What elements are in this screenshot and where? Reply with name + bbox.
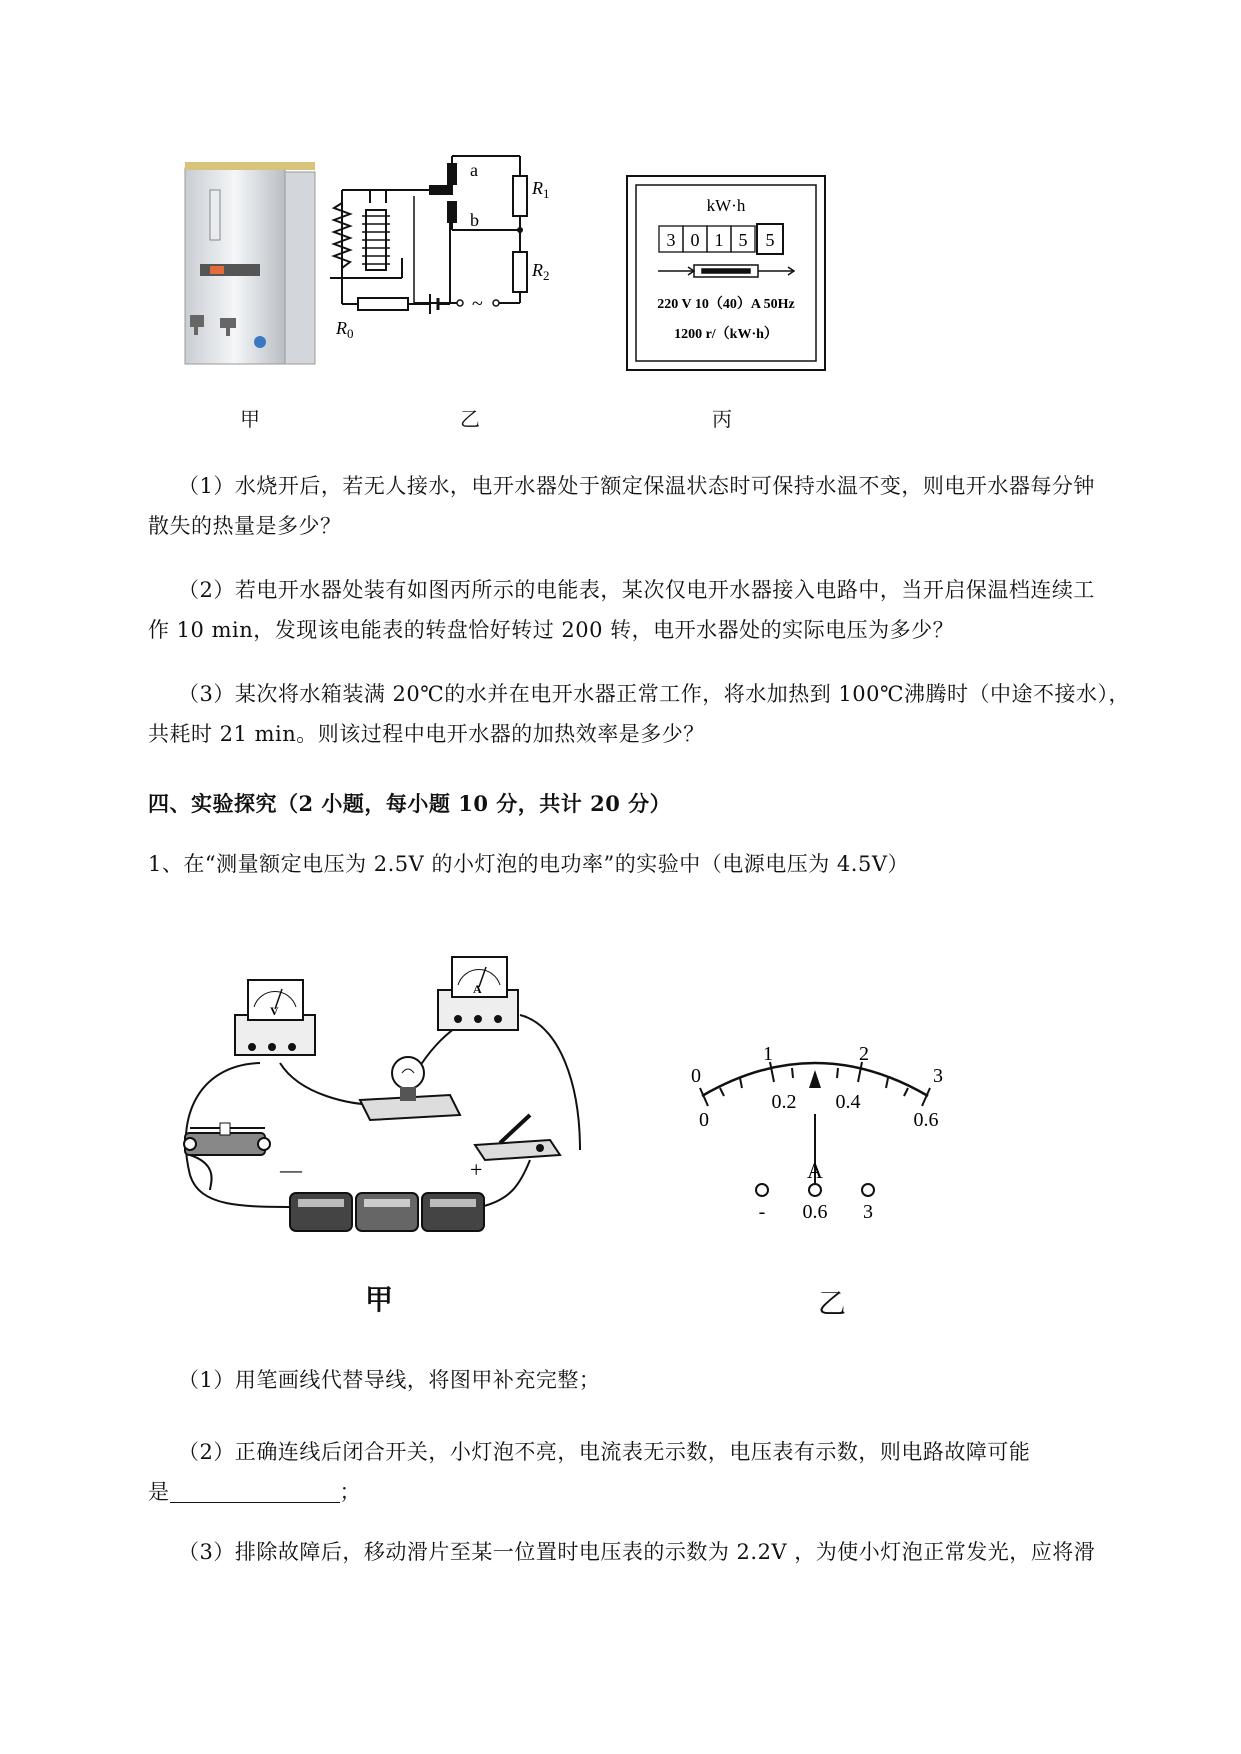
ammeter-symbol: A — [473, 982, 482, 996]
terminal-3: 3 — [863, 1201, 873, 1223]
answer-blank[interactable] — [170, 1478, 340, 1503]
experiment-question-3: （3）排除故障后，移动滑片至某一位置时电压表的示数为 2.2V ，为使小灯泡正常发光，应将滑 — [178, 1540, 1096, 1564]
relay-circuit-diagram — [330, 148, 592, 373]
light-bulb — [360, 1057, 460, 1120]
experiment-intro: 1、在“测量额定电压为 2.5V 的小灯泡的电功率”的实验中（电源电压为 4.5V） — [148, 852, 909, 876]
dial-bottom-0: 0 — [699, 1109, 709, 1131]
contact-a-label: a — [470, 160, 478, 180]
question-1-line2: 散失的热量是多少？ — [148, 514, 342, 538]
dial-unit-symbol: A — [807, 1158, 823, 1183]
meter-digit: 3 — [666, 230, 676, 250]
meter-digit: 1 — [714, 230, 724, 250]
figure-caption-jia: 甲 — [240, 407, 260, 431]
meter-digit: 5 — [738, 230, 748, 250]
switch — [475, 1115, 560, 1160]
r2-subscript: 2 — [543, 268, 550, 283]
r0-subscript: 0 — [347, 326, 354, 341]
dial-top-3: 3 — [933, 1065, 943, 1087]
rheostat — [184, 1123, 270, 1155]
meter-digit: 0 — [690, 230, 700, 250]
battery-pack — [290, 1193, 484, 1231]
terminal-minus: - — [758, 1201, 766, 1223]
section-heading: 四、实验探究（2 小题，每小题 10 分，共计 20 分） — [148, 791, 672, 816]
experiment-question-2-line1: （2）正确连线后闭合开关，小灯泡不亮，电流表无示数，电压表有示数，则电路故障可能 — [178, 1440, 1031, 1464]
contact-b-label: b — [470, 210, 479, 230]
dial-top-2: 2 — [859, 1043, 869, 1065]
figure-caption-bing: 丙 — [712, 407, 732, 431]
figure2-caption-yi: 乙 — [818, 1287, 847, 1320]
dial-top-1: 1 — [763, 1043, 773, 1065]
svg-text:R1 — [531, 178, 550, 201]
answer-suffix: ； — [339, 1480, 361, 1504]
svg-text:R2 — [531, 260, 550, 283]
experiment-circuit-illustration — [180, 945, 620, 1235]
answer-prefix: 是 — [148, 1480, 170, 1504]
figure2-caption-jia: 甲 — [365, 1283, 394, 1316]
experiment-question-2-line2 — [148, 1472, 1168, 1512]
energy-meter-diagram — [626, 175, 826, 371]
dial-top-0: 0 — [691, 1065, 701, 1087]
question-3-line1: （3）某次将水箱装满 20℃的水并在电开水器正常工作，将水加热到 100℃沸腾时（中途不接水）， — [178, 682, 1130, 706]
question-2 — [148, 570, 1168, 650]
r2-label: R — [532, 260, 543, 280]
water-heater-illustration — [180, 160, 320, 370]
ammeter-dial-diagram — [680, 1043, 950, 1230]
dial-bottom-06: 0.6 — [913, 1109, 939, 1131]
experiment-question-1: （1）用笔画线代替导线，将图甲补充完整； — [178, 1368, 601, 1392]
question-2-line2: 作 10 min，发现该电能表的转盘恰好转过 200 转，电开水器处的实际电压为多少？ — [148, 618, 955, 642]
experiment-question-2 — [148, 1432, 1168, 1512]
r0-label: R — [336, 318, 347, 338]
meter-digit-last: 5 — [765, 230, 775, 250]
r1-subscript: 1 — [543, 186, 550, 201]
question-3 — [148, 674, 1168, 754]
question-3-line2: 共耗时 21 min。则该过程中电开水器的加热效率是多少？ — [148, 722, 705, 746]
meter-unit: kW·h — [706, 196, 746, 215]
voltmeter — [235, 980, 315, 1055]
dial-bottom-02: 0.2 — [771, 1091, 797, 1113]
question-1 — [148, 466, 1168, 546]
meter-rating: 220 V 10（40）A 50Hz — [657, 297, 795, 312]
battery-plus-label: + — [470, 1157, 483, 1182]
battery-minus-label: — — [280, 1157, 302, 1182]
svg-text:R0 — [335, 318, 354, 341]
figure-caption-yi: 乙 — [460, 407, 480, 431]
voltmeter-symbol: V — [270, 1004, 279, 1018]
r1-label: R — [532, 178, 543, 198]
terminal-06: 0.6 — [802, 1201, 828, 1223]
ammeter — [438, 957, 518, 1030]
question-1-line1: （1）水烧开后，若无人接水，电开水器处于额定保温状态时可保持水温不变，则电开水器每分钟 — [178, 474, 1095, 498]
question-2-line1: （2）若电开水器处装有如图丙所示的电能表，某次仅电开水器接入电路中，当开启保温档连续工 — [178, 578, 1095, 602]
meter-constant: 1200 r/（kW·h） — [674, 327, 778, 342]
dial-bottom-04: 0.4 — [835, 1091, 861, 1113]
ac-source-symbol: ~ — [472, 293, 483, 315]
